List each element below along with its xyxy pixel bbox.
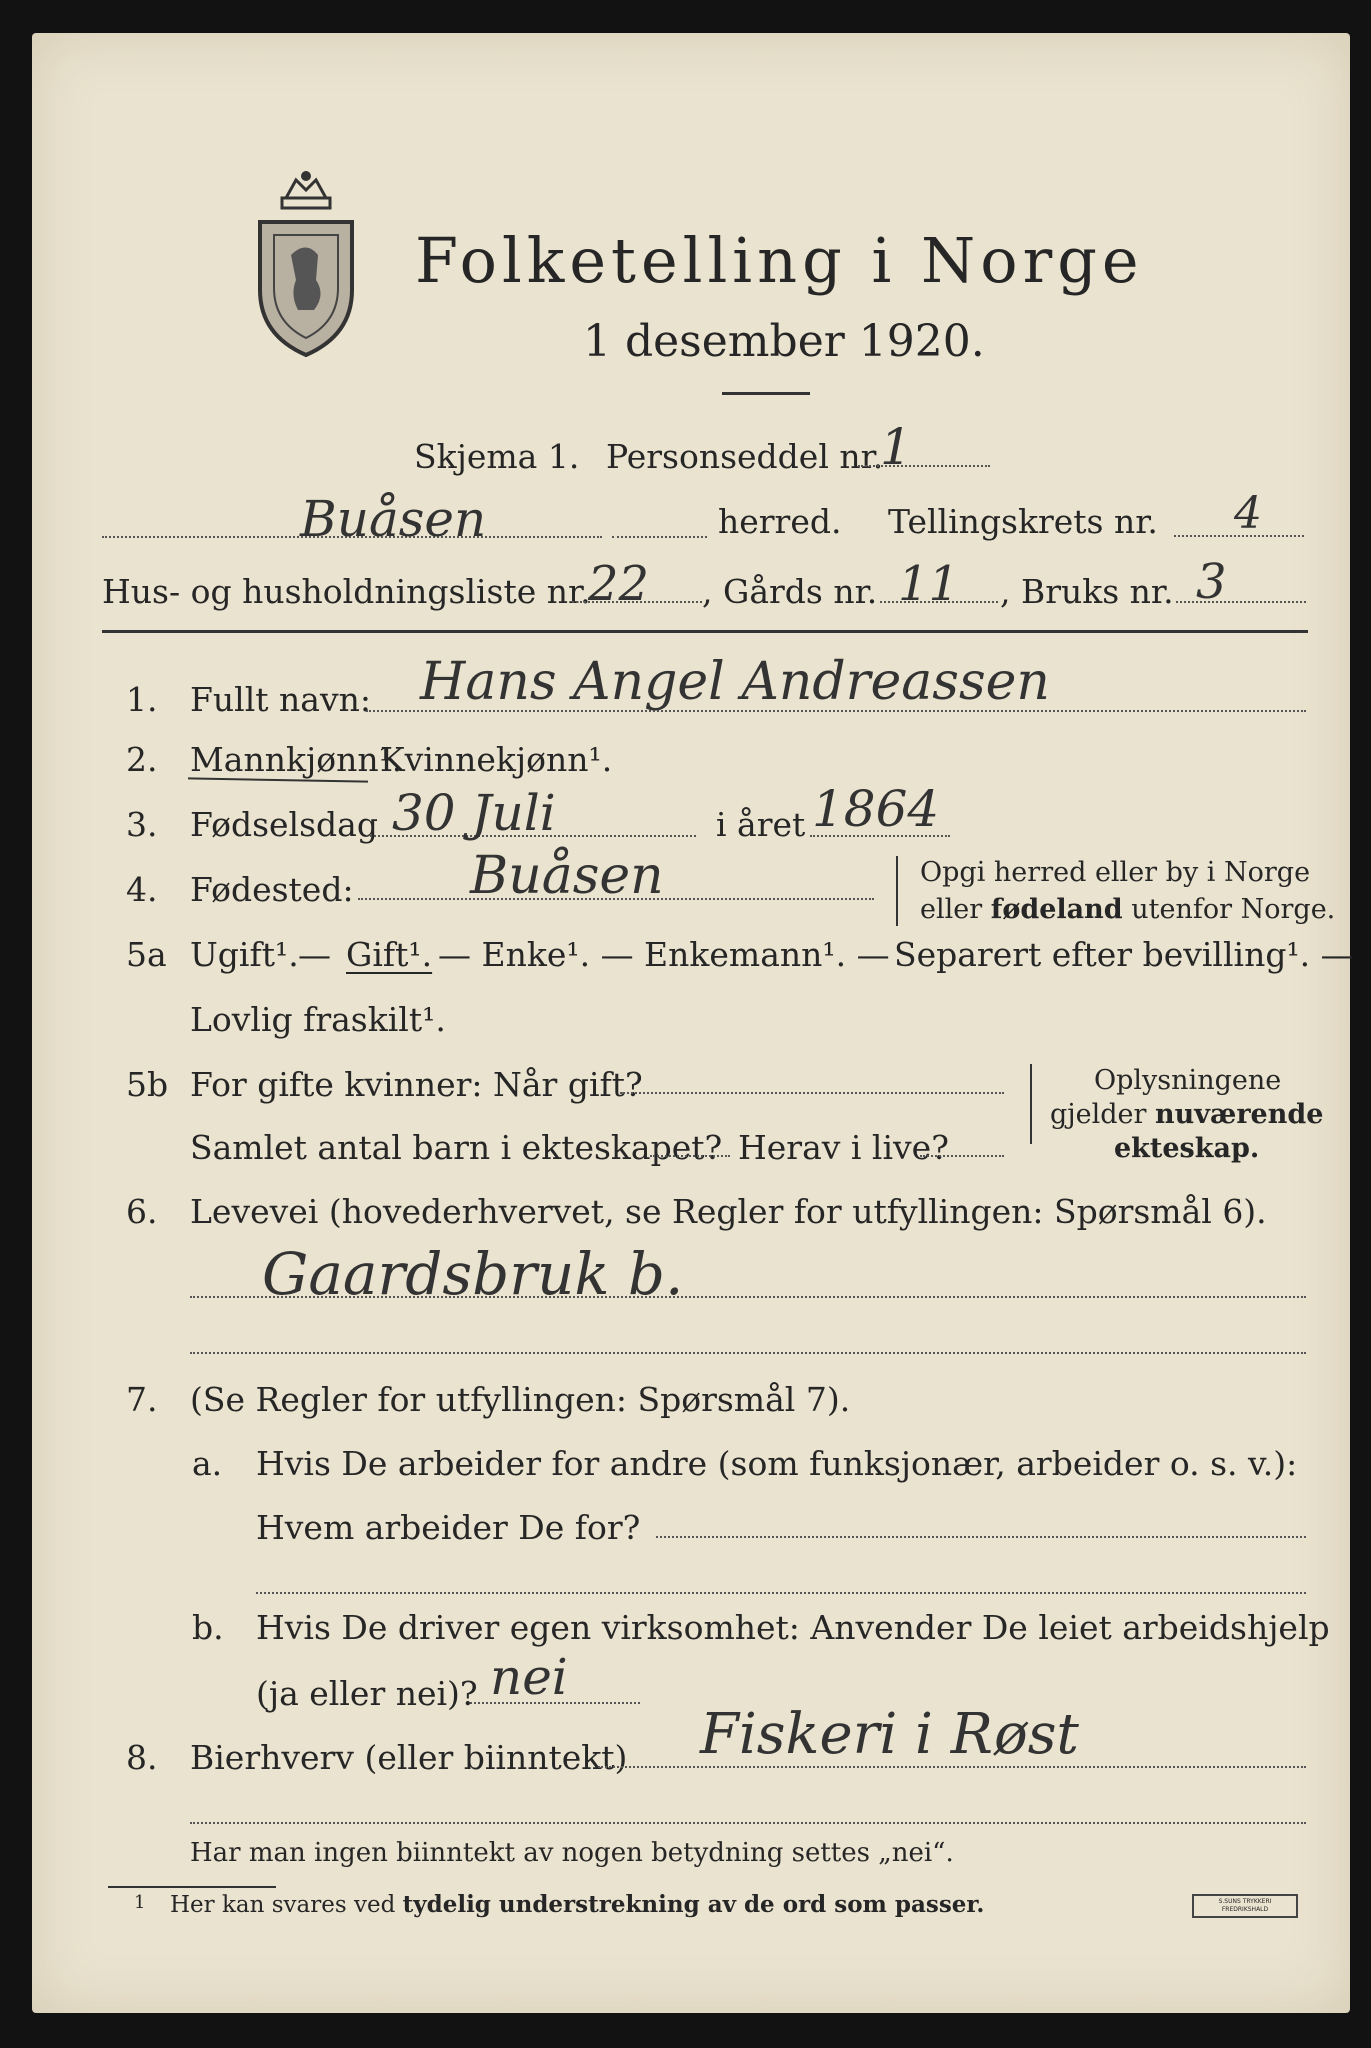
q7a-letter: a.	[192, 1444, 223, 1483]
side-occupation-value: Fiskeri i Røst	[700, 1702, 1079, 1767]
gards-label: , Gårds nr.	[702, 572, 878, 611]
q7b-question: (ja eller nei)?	[256, 1674, 478, 1713]
occupation-value: Gaardsbruk b.	[262, 1240, 684, 1308]
birthday-value: 30 Juli	[392, 784, 556, 842]
q4-note-2c: utenfor Norge.	[1131, 894, 1336, 925]
tellingskrets-label: Tellingskrets nr.	[888, 502, 1158, 541]
q6-line-1	[190, 1296, 1306, 1298]
norwegian-coat-of-arms-icon	[246, 160, 366, 360]
q6-line-2	[190, 1352, 1306, 1354]
personseddel-line	[858, 465, 990, 467]
q5b-note-1: Oplysningene	[1094, 1065, 1282, 1096]
q5b-live-line	[920, 1155, 1004, 1157]
herred-label: herred.	[718, 502, 842, 541]
gift-option: Gift¹.	[346, 935, 433, 974]
q5b-gift-line	[620, 1092, 1004, 1094]
q4-note-2	[920, 893, 1335, 927]
printer-stamp	[1192, 1894, 1298, 1918]
q4-note-1: Opgi herred eller by i Norge	[920, 857, 1311, 888]
q4-brace	[896, 856, 904, 926]
header-rule	[102, 630, 1308, 633]
form-date: 1 desember 1920.	[583, 316, 985, 367]
fraskilt-option: Lovlig fraskilt¹.	[190, 1000, 446, 1039]
q7b-line	[470, 1702, 640, 1704]
ugift-option: Ugift¹.	[190, 935, 299, 974]
q7-label: (Se Regler for utfyllingen: Spørsmål 7).	[190, 1380, 851, 1419]
q3-label: Fødselsdag	[190, 805, 378, 844]
footnote-mark: 1	[134, 1892, 146, 1913]
gards-value: 11	[898, 556, 960, 612]
footnote-text	[170, 1890, 984, 1920]
tellingskrets-value: 4	[1234, 488, 1262, 539]
q4-label: Fødested:	[190, 870, 354, 909]
q1-number: 1.	[126, 680, 158, 719]
footnote-rule	[108, 1886, 276, 1888]
personseddel-label: Personseddel nr.	[606, 437, 884, 476]
q8-number: 8.	[126, 1738, 158, 1777]
q6-label: Levevei (hovederhvervet, se Regler for utfyllingen: Spørsmål 6).	[190, 1192, 1267, 1231]
q7a-who-label: Hvem arbeider De for?	[256, 1508, 641, 1547]
q5a-dash: —	[298, 935, 331, 974]
q1-label: Fullt navn:	[190, 680, 371, 719]
q5a-other-options: — Enke¹. — Enkemann¹. —	[438, 935, 890, 974]
female-option: Kvinnekjønn¹.	[380, 740, 613, 779]
q8-line-2	[190, 1822, 1306, 1824]
q7a-line-2	[256, 1592, 1306, 1594]
q5b-note-2	[1050, 1098, 1323, 1132]
full-name-value: Hans Angel Andreassen	[420, 652, 1050, 712]
q4-note-2a: eller	[920, 894, 983, 925]
q3-year-label: i året	[716, 805, 806, 844]
q7b-value: nei	[490, 1648, 568, 1706]
q5b-label: For gifte kvinner: Når gift?	[190, 1065, 643, 1104]
form-title: Folketelling i Norge	[415, 224, 1144, 297]
bruks-value: 3	[1196, 554, 1227, 610]
footnote-text-a: Her kan svares ved	[170, 1892, 396, 1918]
schema-label: Skjema 1.	[414, 437, 580, 476]
q5b-note-2b: nuværende	[1155, 1099, 1324, 1130]
bruks-label: , Bruks nr.	[1000, 572, 1174, 611]
q6-number: 6.	[126, 1192, 158, 1231]
q5b-number: 5b	[126, 1065, 169, 1104]
q4-note-2b: fødeland	[990, 894, 1123, 925]
hus-label: Hus- og husholdningsliste nr.	[102, 572, 591, 611]
q7-number: 7.	[126, 1380, 158, 1419]
q7a-text: Hvis De arbeider for andre (som funksjonær, arbeider o. s. v.):	[256, 1444, 1298, 1483]
personseddel-value: 1	[880, 418, 912, 476]
birthplace-value: Buåsen	[470, 846, 664, 906]
q5b-note-3: ekteskap.	[1114, 1133, 1260, 1164]
q3-number: 3.	[126, 805, 158, 844]
male-option: Mannkjønn¹.	[190, 740, 403, 779]
footnote-text-b: tydelig understrekning av de ord som passer.	[402, 1891, 985, 1918]
herred-line-2	[612, 536, 707, 538]
q5b-live-label: Herav i live?	[738, 1128, 949, 1167]
q8-label: Bierhverv (eller biinntekt)	[190, 1738, 628, 1777]
herred-value: Buåsen	[300, 490, 487, 548]
q4-number: 4.	[126, 870, 158, 909]
title-divider	[722, 392, 810, 395]
printer-stamp-text: S.SUNS TRYKKERI FREDRIKSHALD	[1218, 1898, 1272, 1913]
q5b-barn-label: Samlet antal barn i ekteskapet?	[190, 1128, 723, 1167]
q7b-text: Hvis De driver egen virksomhet: Anvender De leiet arbeidshjelp	[256, 1608, 1330, 1647]
q7b-letter: b.	[192, 1608, 224, 1647]
birth-year-value: 1864	[812, 780, 940, 838]
q5b-barn-line	[650, 1155, 730, 1157]
hus-value: 22	[588, 556, 650, 612]
q2-number: 2.	[126, 740, 158, 779]
q7a-who-line	[656, 1536, 1306, 1538]
separert-option: Separert efter bevilling¹. —	[894, 935, 1354, 974]
footer-note: Har man ingen biinntekt av nogen betydning settes „nei“.	[190, 1838, 954, 1868]
q5b-brace	[1030, 1064, 1038, 1144]
q5a-number: 5a	[126, 935, 167, 974]
q5b-note-2a: gjelder	[1050, 1099, 1147, 1130]
